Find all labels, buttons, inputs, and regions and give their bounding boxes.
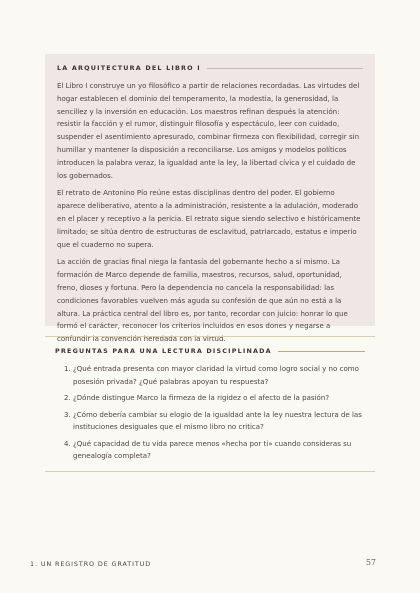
question-item: 1. ¿Qué entrada presenta con mayor claridad la virtud como logro social y no como posesión privada? ¿Qué palabras apoyan tu respuesta?: [73, 363, 365, 388]
page-number: 57: [365, 558, 376, 567]
panel-paragraph-1: El Libro I construye un yo filosófico a partir de relaciones recordadas. Las virtudes del hogar establecen el dominio del temperamento, la modestia, la generosidad, la sencillez y la inversión en educación. Los maestros refinan después la atención: resistir la facción y el rumor, distinguir filosofía y espectáculo, leer con cuidado, suspender el asentimiento apresurado, combinar firmeza con flexibilidad, corregir sin humillar y mantener la disposición a reconciliarse. Los amigos y modelos políticos introducen la palabra veraz, la igualdad ante la ley, la libertad cívica y el cuidado de los gobernados.: [57, 81, 360, 180]
panel-paragraph-2: El retrato de Antonino Pío reúne estas disciplinas dentro del poder. El gobierno aparece deliberativo, atento a la administración, resistente a la adulación, moderado en el placer y receptivo a la pericia. El retrato sigue siendo selectivo e históricamente limitado; se sitúa dentro de estructuras de esclavitud, patriarcado, estatus e imperio que el cuaderno no supera.: [57, 188, 361, 249]
heading-rule: [278, 351, 365, 352]
questions-list: [55, 363, 365, 463]
summary-panel: [45, 54, 375, 344]
heading-rule: [207, 68, 363, 69]
running-footer-chapter: 1. UN REGISTRO DE GRATITUD: [30, 560, 152, 568]
question-item: 3. ¿Cómo debería cambiar su elogio de la igualdad ante la ley nuestra lectura de las instituciones desiguales que el mismo libro no critica?: [73, 409, 365, 434]
questions-heading-row: [55, 347, 365, 355]
questions-section: [45, 336, 375, 471]
panel-paragraph-3: La acción de gracias final niega la fantasía del gobernante hecho a sí mismo. La formación de Marco depende de familia, maestros, recursos, salud, oportunidad, freno, dioses y fortuna. Pero la dependencia no cancela la responsabilidad: las condiciones favorables vuelven más aguda su confesión de que aún no está a la altura. La práctica central del libro es, por tanto, recordar con juicio: honrar lo que formó el carácter, reconocer los criterios incluidos en esos dones y negarse a confundir la convención heredada con la virtud.: [57, 257, 348, 344]
questions-heading: PREGUNTAS PARA UNA LECTURA DISCIPLINADA: [55, 347, 272, 355]
question-item: 2. ¿Dónde distingue Marco la firmeza de la rigidez o el afecto de la pasión?: [73, 392, 365, 405]
panel-heading: LA ARQUITECTURA DEL LIBRO I: [57, 64, 201, 72]
panel-heading-row: [57, 64, 363, 72]
section-divider: [45, 471, 375, 472]
question-item: 4. ¿Qué capacidad de tu vida parece menos «hecha por ti» cuando consideras su genealogía completa?: [73, 438, 365, 463]
